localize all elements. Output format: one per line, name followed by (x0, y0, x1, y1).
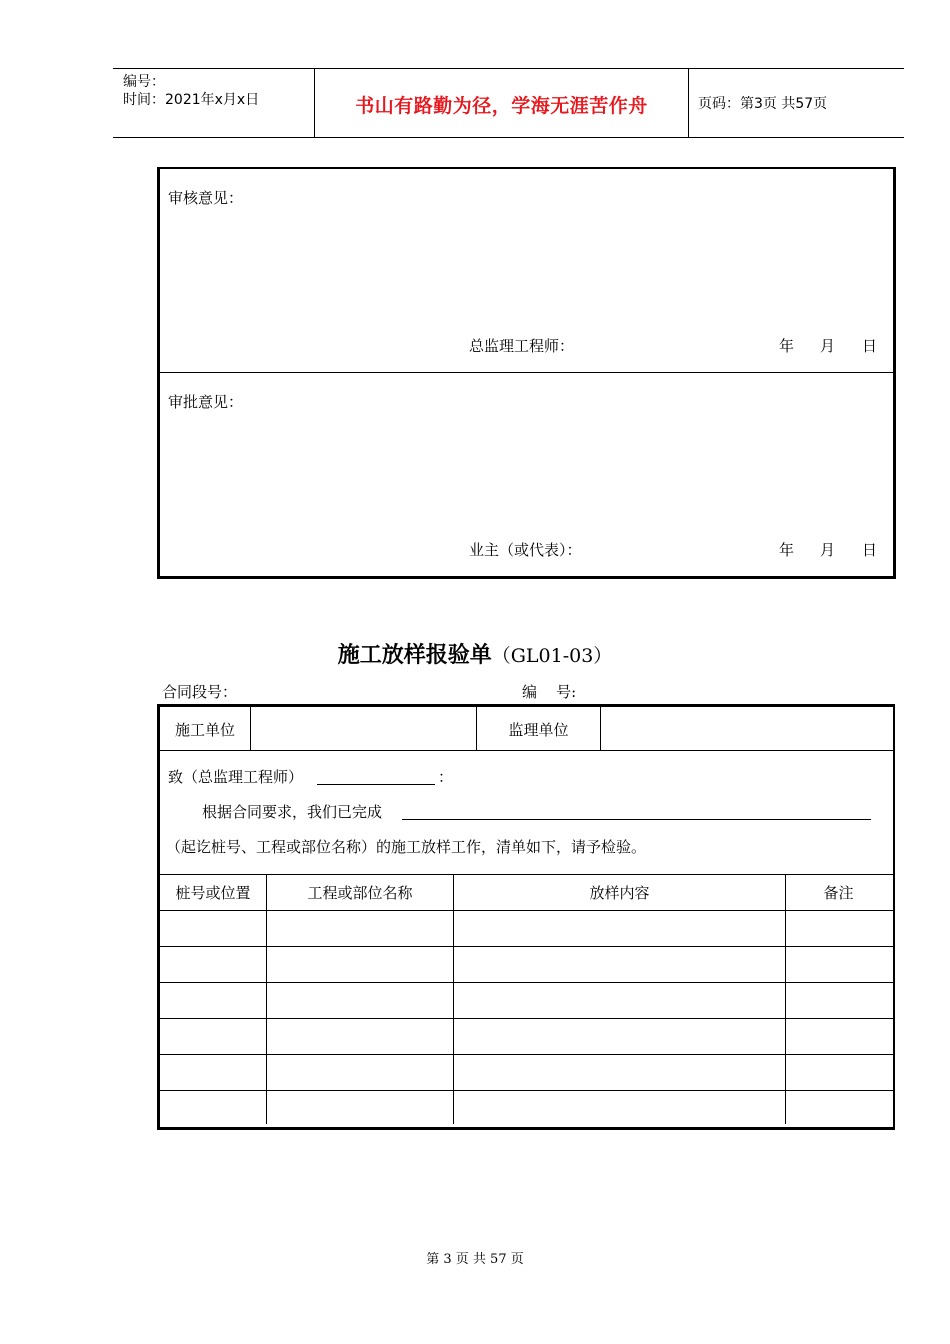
form-title (0, 641, 950, 671)
column-header-remarks: 备注 (823, 884, 854, 902)
work-description: （起讫桩号、工程或部位名称）的施工放样工作，清单如下，请予检验。 (166, 838, 647, 856)
header-meta-cell (113, 69, 315, 137)
page-footer: 第 3 页 共 57 页 (426, 1252, 524, 1267)
construction-unit-value[interactable] (251, 707, 476, 750)
form-title-text: 施工放样报验单 (337, 643, 492, 668)
column-header-station: 桩号或位置 (175, 884, 251, 902)
row-divider (160, 750, 893, 751)
header-page-info: 页码：第3页 共57页 (698, 96, 828, 112)
approval-signer-label: 业主（或代表）： (469, 541, 582, 559)
inspection-form (157, 704, 895, 1130)
review-signer-label: 总监理工程师： (469, 337, 575, 355)
form-code: （GL01-03） (491, 645, 613, 667)
review-label: 审核意见： (168, 189, 244, 207)
supervision-unit-label: 监理单位 (508, 721, 569, 739)
table-row[interactable] (160, 983, 893, 1018)
table-row[interactable] (160, 947, 893, 982)
header-motto: 书山有路勤为径，学海无涯苦作舟 (355, 95, 648, 117)
column-header-part-name: 工程或部位名称 (307, 884, 413, 902)
to-line-suffix: ： (438, 768, 454, 786)
number-label: 编 号: (522, 683, 577, 701)
completed-work-blank[interactable] (402, 819, 871, 820)
review-month: 月 (820, 337, 836, 355)
approval-year: 年 (779, 541, 795, 559)
serial-label: 编号： (123, 74, 165, 90)
approval-divider (160, 372, 893, 373)
column-header-setout-content: 放样内容 (589, 884, 650, 902)
construction-unit-label: 施工单位 (174, 721, 235, 739)
page-header (113, 68, 904, 138)
approval-month: 月 (820, 541, 836, 559)
row-divider (160, 874, 893, 875)
contract-label: 合同段号： (162, 683, 238, 701)
table-row[interactable] (160, 1055, 893, 1090)
review-day: 日 (862, 337, 878, 355)
approval-box (157, 167, 896, 579)
supervision-unit-value[interactable] (601, 707, 891, 750)
table-row[interactable] (160, 1019, 893, 1054)
approval-day: 日 (862, 541, 878, 559)
header-motto-cell (315, 69, 689, 137)
supervisor-name-blank[interactable] (317, 784, 435, 785)
review-year: 年 (779, 337, 795, 355)
to-line: 致（总监理工程师） (168, 768, 304, 786)
header-date: 时间：2021年x月x日 (123, 92, 260, 108)
approval-label: 审批意见： (168, 393, 244, 411)
completed-line: 根据合同要求，我们已完成 (202, 803, 383, 821)
header-page-cell (689, 69, 904, 137)
table-row[interactable] (160, 911, 893, 946)
table-row[interactable] (160, 1091, 893, 1124)
